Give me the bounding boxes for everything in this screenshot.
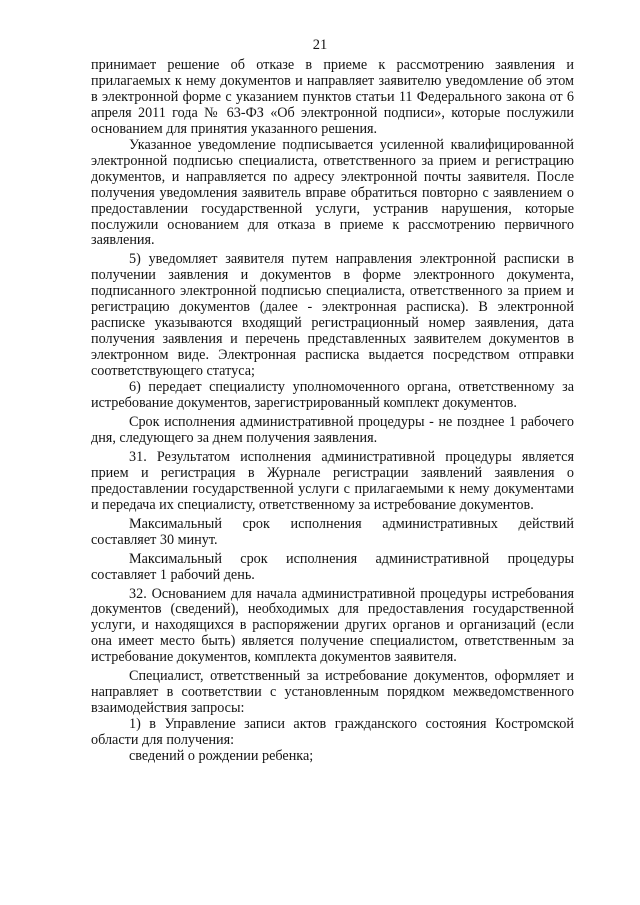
page-number: 21 [312, 37, 328, 53]
paragraph-item-6-transfer: 6) передает специалисту уполномоченного органа, ответственному за истребование документов, зарегистрированный комплект документов. [91, 379, 574, 412]
paragraph-item-32-basis: 32. Основанием для начала административной процедуры истребования документов (сведений), необходимых для предоставления государственной услуги, и находящихся в распоряжении других органов и организаций (если она имеет место быть) является получение специалистом, ответственным за истребование документов, комплекта документов заявителя. [91, 585, 574, 666]
paragraph-interagency-requests: Специалист, ответственный за истребование документов, оформляет и направляет в соответствии с установленным порядком межведомственного взаимодействия запросы: [91, 668, 574, 717]
paragraph-notification-signature: Указанное уведомление подписывается усиленной квалифицированной электронной подписью специалиста, ответственного за прием и регистрацию документов, и направляется по адресу электронной почты заявителя. После получения уведомления заявитель вправе обратиться повторно с заявлением о предоставлении государственной услуги, устранив нарушения, которые послужили основанием для отказа в приеме к рассмотрению первичного заявления. [91, 136, 574, 249]
paragraph-item-31-result: 31. Результатом исполнения административной процедуры является прием и регистрация в Журнале регистрации заявлений заявления о предоставлении государственной услуги с прилагаемыми к нему документами и передача их специалисту, ответственному за истребование документов. [91, 448, 574, 513]
paragraph-refusal-decision: принимает решение об отказе в приеме к рассмотрению заявления и прилагаемых к нему документов и направляет заявителю уведомление об этом в электронной форме с указанием пунктов статьи 11 Федерального закона от 6 апреля 2011 года № 63-ФЗ «Об электронной подписи», которые послужили основанием для принятия указанного решения. [91, 57, 574, 137]
paragraph-max-actions-time: Максимальный срок исполнения административных действий составляет 30 минут. [91, 515, 574, 548]
paragraph-max-procedure-time: Максимальный срок исполнения административной процедуры составляет 1 рабочий день. [91, 550, 574, 583]
paragraph-civil-registry-request: 1) в Управление записи актов гражданского состояния Костромской области для получения: [91, 716, 574, 749]
body-text [91, 58, 574, 765]
paragraph-procedure-deadline: Срок исполнения административной процедуры - не позднее 1 рабочего дня, следующего за днем получения заявления. [91, 413, 574, 446]
paragraph-birth-info: сведений о рождении ребенка; [129, 748, 314, 765]
paragraph-item-5-receipt: 5) уведомляет заявителя путем направления электронной расписки в получении заявления и документов в форме электронного документа, подписанного электронной подписью специалиста, ответственного за прием и регистрацию документов (далее - электронная расписка). В электронной расписке указываются входящий регистрационный номер заявления, дата получения заявления и перечень представленных заявителем документов в электронном виде. Электронная расписка выдается посредством отправки соответствующего статуса; [91, 251, 574, 380]
